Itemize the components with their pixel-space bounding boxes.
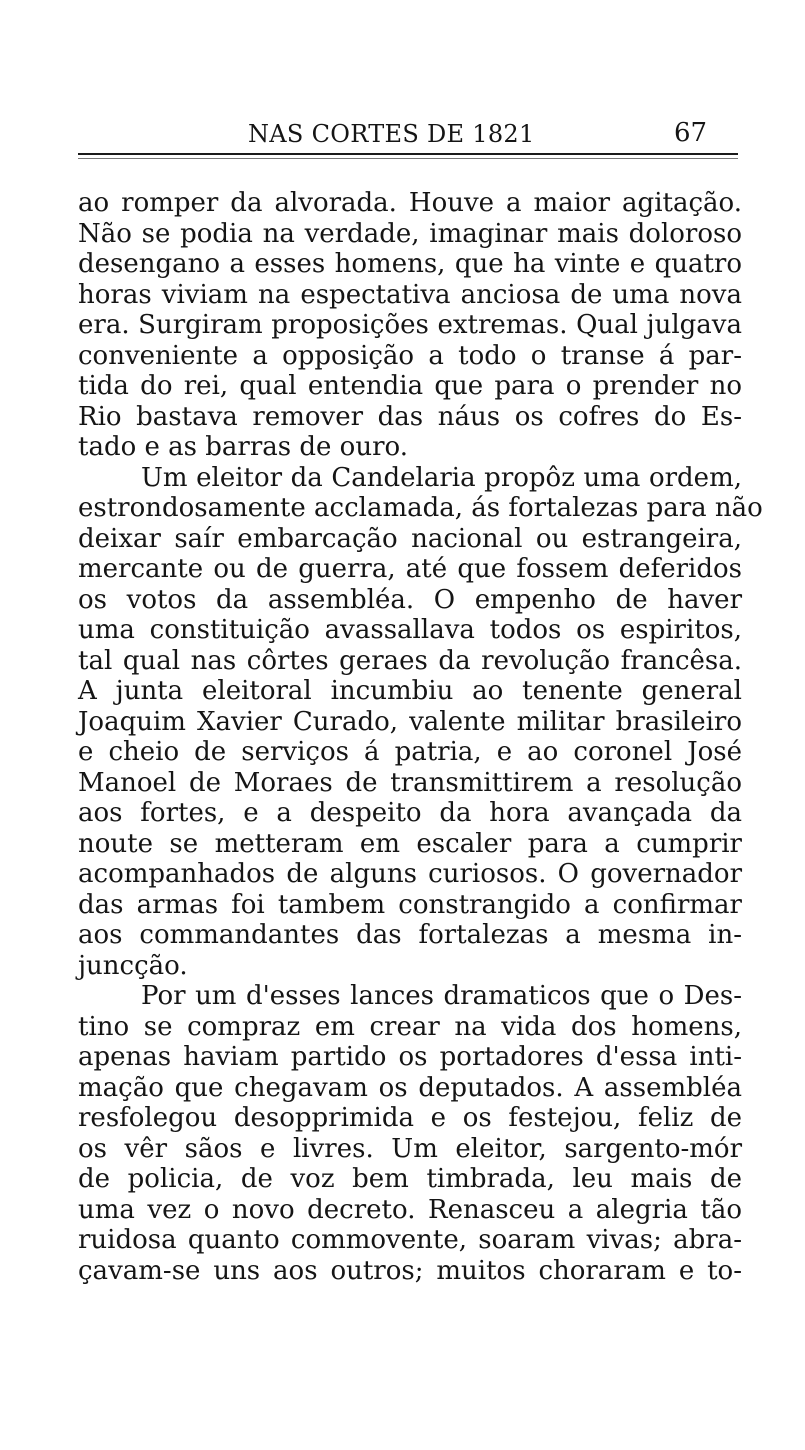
text-line: çavam-se uns aos outros; muitos choraram e to- xyxy=(78,1255,742,1286)
text-line: conveniente a opposição a todo o transe á par- xyxy=(78,340,742,371)
text-line: A junta eleitoral incumbiu ao tenente general xyxy=(78,676,742,706)
paragraph-end-line: juncção. xyxy=(78,950,188,981)
text-line: tino se compraz em crear na vida dos homens, xyxy=(78,1011,742,1042)
text-line: Joaquim Xavier Curado, valente militar brasileiro xyxy=(78,706,742,737)
header-rule-thin xyxy=(78,158,738,159)
text-line: deixar saír embarcação nacional ou estrangeira, xyxy=(78,523,742,554)
header-rule xyxy=(78,153,738,155)
text-line: estrondosamente acclamada, ás fortalezas para não xyxy=(78,493,763,523)
text-line: mação que chegavam os deputados. A assembléa xyxy=(78,1072,742,1103)
text-line: uma vez o novo decreto. Renasceu a alegria tão xyxy=(78,1194,742,1225)
text-line: era. Surgiram proposições extremas. Qual julgava xyxy=(78,310,742,340)
text-line: aos commandantes das fortalezas a mesma in- xyxy=(78,920,742,950)
paragraph-start-line: Por um d'esses lances dramaticos que o Des- xyxy=(141,981,742,1011)
text-line: e cheio de serviços á patria, e ao coronel José xyxy=(78,737,742,767)
text-line: tal qual nas côrtes geraes da revolução francêsa. xyxy=(78,645,742,676)
text-line: Não se podia na verdade, imaginar mais doloroso xyxy=(78,218,742,249)
text-line: acompanhados de alguns curiosos. O governador xyxy=(78,859,742,889)
paragraph-start-line: Um eleitor da Candelaria propôz uma ordem, xyxy=(141,462,742,493)
text-line: aos fortes, e a despeito da hora avançada da xyxy=(78,798,742,828)
text-line: ruidosa quanto commovente, soaram vivas; abra- xyxy=(78,1225,742,1255)
text-line: os vêr sãos e livres. Um eleitor, sargento-mór xyxy=(78,1133,742,1164)
running-title: NAS CORTES DE 1821 xyxy=(248,120,535,148)
page-number: 67 xyxy=(674,118,708,148)
paragraph-end-line: tado e as barras de ouro. xyxy=(78,432,408,462)
text-line: Rio bastava remover das náus os cofres do Es- xyxy=(78,401,742,432)
text-line: apenas haviam partido os portadores d'essa inti- xyxy=(78,1042,742,1072)
text-line: das armas foi tambem constrangido a confirmar xyxy=(78,889,742,920)
text-line: mercante ou de guerra, até que fossem deferidos xyxy=(78,554,742,584)
text-line: horas viviam na espectativa anciosa de uma nova xyxy=(78,279,742,310)
text-line: de policia, de voz bem timbrada, leu mais de xyxy=(78,1164,742,1194)
text-line: resfolegou desopprimida e os festejou, feliz de xyxy=(78,1103,742,1133)
text-line: ao romper da alvorada. Houve a maior agitação. xyxy=(78,188,742,218)
text-line: uma constituição avassallava todos os espiritos, xyxy=(78,615,742,645)
text-line: desengano a esses homens, que ha vinte e quatro xyxy=(78,249,742,279)
running-head xyxy=(78,112,738,152)
text-line: tida do rei, qual entendia que para o prender no xyxy=(78,371,742,401)
text-line: noute se metteram em escaler para a cumprir xyxy=(78,828,742,859)
text-line: Manoel de Moraes de transmittirem a resolução xyxy=(78,767,742,798)
text-line: os votos da assembléa. O empenho de haver xyxy=(78,584,742,615)
body-text xyxy=(78,188,763,1286)
